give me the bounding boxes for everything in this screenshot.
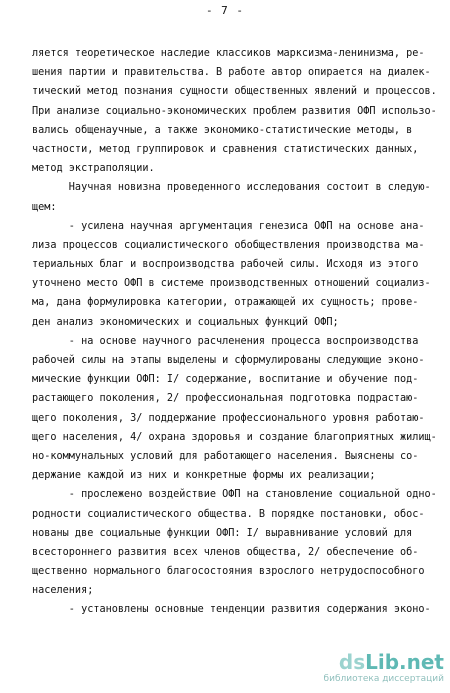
document-text	[32, 44, 437, 620]
text-line: щего населения, 4/ охрана здоровья и создание благоприятных жилищ-	[32, 431, 437, 443]
watermark-logo-main: Lib.net	[365, 650, 444, 674]
text-line: вались общенаучные, а также экономико-статистические методы, в	[32, 124, 413, 136]
text-line: териальных благ и воспроизводства рабочей силы. Исходя из этого	[32, 259, 419, 271]
text-line: ден анализ экономических и социальных функций ОФП;	[32, 316, 339, 328]
text-line: щем:	[32, 201, 57, 213]
text-line: шения партии и правительства. В работе автор опирается на диалек-	[32, 67, 431, 79]
text-line: ляется теоретическое наследие классиков марксизма-ленинизма, ре-	[32, 48, 425, 59]
watermark-caption: библиотека диссертаций	[323, 674, 444, 684]
text-line: щего поколения, 3/ поддержание профессионального уровня работаю-	[32, 412, 425, 424]
text-line: растающего поколения, 2/ профессиональная подготовка подрастаю-	[32, 393, 419, 405]
text-line: уточнено место ОФП в системе производственных отношений социализ-	[32, 278, 431, 290]
text-line: всестороннего развития всех членов общества, 2/ обеспечение об-	[32, 546, 419, 558]
text-line: Научная новизна проведенного исследования состоит в следую-	[32, 182, 431, 194]
watermark-logo-prefix: ds	[338, 650, 366, 674]
text-line: мические функции ОФП: I/ содержание, воспитание и обучение под-	[32, 374, 419, 386]
text-line: держание каждой из них и конкретные формы их реализации;	[32, 470, 376, 482]
text-line: нованы две социальные функции ОФП: I/ выравнивание условий для	[32, 527, 413, 539]
text-line: лиза процессов социалистического обобществления производства ма-	[32, 239, 425, 251]
text-line: рабочей силы на этапы выделены и сформулированы следующие эконо-	[32, 355, 425, 366]
text-line: родности социалистического общества. В порядке постановки, обос-	[32, 508, 425, 520]
text-line: частности, метод группировок и сравнения статистических данных,	[32, 143, 419, 155]
watermark-logo-text	[339, 651, 444, 673]
text-line: - прослежено воздействие ОФП на становление социальной одно-	[32, 489, 437, 501]
text-line: населения;	[32, 585, 94, 597]
text-line: тический метод познания сущности общественных явлений и процессов.	[32, 86, 437, 98]
watermark-logo	[320, 651, 444, 689]
text-line: но-коммунальных условий для работающего населения. Выяснены со-	[32, 450, 419, 462]
text-line: При анализе социально-экономических проблем развития ОФП использо-	[32, 105, 437, 117]
text-line: - усилена научная аргументация генезиса ОФП на основе ана-	[32, 220, 425, 232]
text-line: - на основе научного расчленения процесса воспроизводства	[32, 335, 419, 347]
text-line: - установлены основные тенденции развития содержания эконо-	[32, 604, 431, 616]
text-line: метод экстраполяции.	[32, 163, 155, 175]
text-line: ма, дана формулировка категории, отражающей их сущность; прове-	[32, 297, 419, 309]
text-line: щественно нормального благосостояния взрослого нетрудоспособного	[32, 566, 425, 578]
page-number: - 7 -	[205, 4, 245, 17]
